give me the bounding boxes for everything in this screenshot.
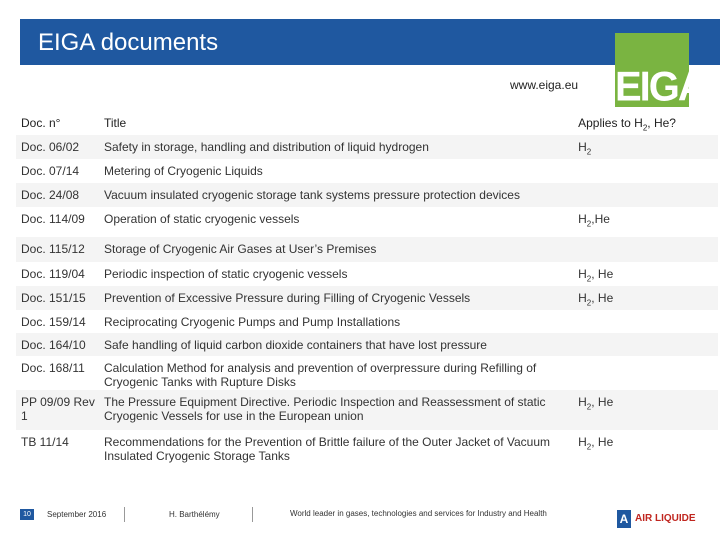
applies-cell: $H_2$, He [572, 390, 718, 430]
page-number: 10 [20, 509, 34, 520]
doc-title-cell: Recommendations for the Prevention of Brittle failure of the Outer Jacket of Vacuum Insulated Cryogenic Storage Tanks [104, 435, 550, 463]
doc-number-cell: TB 11/14 [21, 435, 69, 449]
table-row [16, 237, 718, 262]
doc-number-cell: Doc. 159/14 [21, 315, 86, 329]
doc-number-cell: Doc. 24/08 [16, 183, 104, 207]
table-row [16, 356, 718, 390]
page-title: EIGA documents [38, 29, 219, 56]
table-row [16, 207, 718, 237]
footer-divider [252, 507, 253, 522]
applies-cell [572, 183, 718, 207]
doc-number-cell: Doc. 115/12 [16, 237, 104, 262]
eiga-logo-text: EIGA [615, 63, 705, 111]
applies-cell: $H_2$, He [572, 286, 718, 310]
applies-cell [572, 159, 718, 183]
table-row [16, 310, 718, 333]
doc-number-cell: Doc. 06/02 [16, 135, 104, 159]
applies-cell: $H_2,He$ [578, 212, 610, 229]
air-liquide-logo-text: AIR LIQUIDE [635, 513, 696, 524]
doc-title-cell: Operation of static cryogenic vessels [104, 212, 300, 226]
doc-title-cell: The Pressure Equipment Directive. Periodic Inspection and Reassessment of static Cryogenic Vessels for use in the European union [104, 390, 572, 430]
doc-title-cell: Storage of Cryogenic Air Gases at User’s Premises [104, 237, 572, 262]
applies-cell: $H_2$, He [578, 267, 614, 284]
applies-cell [572, 237, 718, 262]
doc-number-cell: Doc. 151/15 [16, 286, 104, 310]
footer-tagline: World leader in gases, technologies and services for Industry and Health [290, 509, 547, 518]
applies-cell [572, 356, 718, 390]
doc-title-cell: Reciprocating Cryogenic Pumps and Pump Installations [104, 315, 401, 329]
table-row [16, 135, 718, 159]
website-url: www.eiga.eu [510, 78, 579, 92]
documents-table [16, 110, 718, 470]
table-row [16, 430, 718, 470]
doc-number-cell: Doc. 119/04 [21, 267, 85, 281]
applies-cell [572, 310, 718, 333]
footer-author: H. Barthélémy [169, 510, 220, 519]
eiga-logo [615, 33, 705, 111]
column-header-title: Title [104, 116, 127, 130]
column-header-applies: Applies to $H_2$, He? [578, 116, 676, 133]
doc-number-cell: Doc. 07/14 [21, 164, 80, 178]
air-liquide-logo [613, 510, 699, 530]
table-row [16, 183, 718, 207]
column-header-doc: Doc. n° [21, 116, 61, 130]
doc-title-cell: Metering of Cryogenic Liquids [104, 164, 263, 178]
table-row [16, 159, 718, 183]
footer-divider [124, 507, 125, 522]
table-header-row [16, 110, 718, 135]
doc-title-cell: Safety in storage, handling and distribution of liquid hydrogen [104, 135, 572, 159]
applies-cell: $H_2$ [572, 135, 718, 159]
doc-number-cell: Doc. 168/11 [21, 361, 85, 375]
doc-title-cell: Prevention of Excessive Pressure during Filling of Cryogenic Vessels [104, 286, 572, 310]
doc-number-cell: Doc. 164/10 [16, 333, 104, 356]
doc-number-cell: PP 09/09 Rev 1 [16, 390, 104, 430]
footer-date: September 2016 [47, 510, 107, 519]
table-row [16, 286, 718, 310]
table-row [16, 333, 718, 356]
applies-cell [572, 333, 718, 356]
table-row [16, 262, 718, 286]
doc-title-cell: Calculation Method for analysis and prevention of overpressure during Refilling of Cryogenic Tanks with Rupture Disks [104, 361, 537, 389]
doc-title-cell: Safe handling of liquid carbon dioxide containers that have lost pressure [104, 333, 572, 356]
air-liquide-mark-icon: A [617, 510, 631, 528]
table-row [16, 390, 718, 430]
doc-number-cell: Doc. 114/09 [21, 212, 85, 226]
doc-title-cell: Vacuum insulated cryogenic storage tank systems pressure protection devices [104, 183, 572, 207]
doc-title-cell: Periodic inspection of static cryogenic vessels [104, 267, 348, 281]
footer [0, 505, 720, 535]
applies-cell: $H_2$, He [578, 435, 614, 452]
